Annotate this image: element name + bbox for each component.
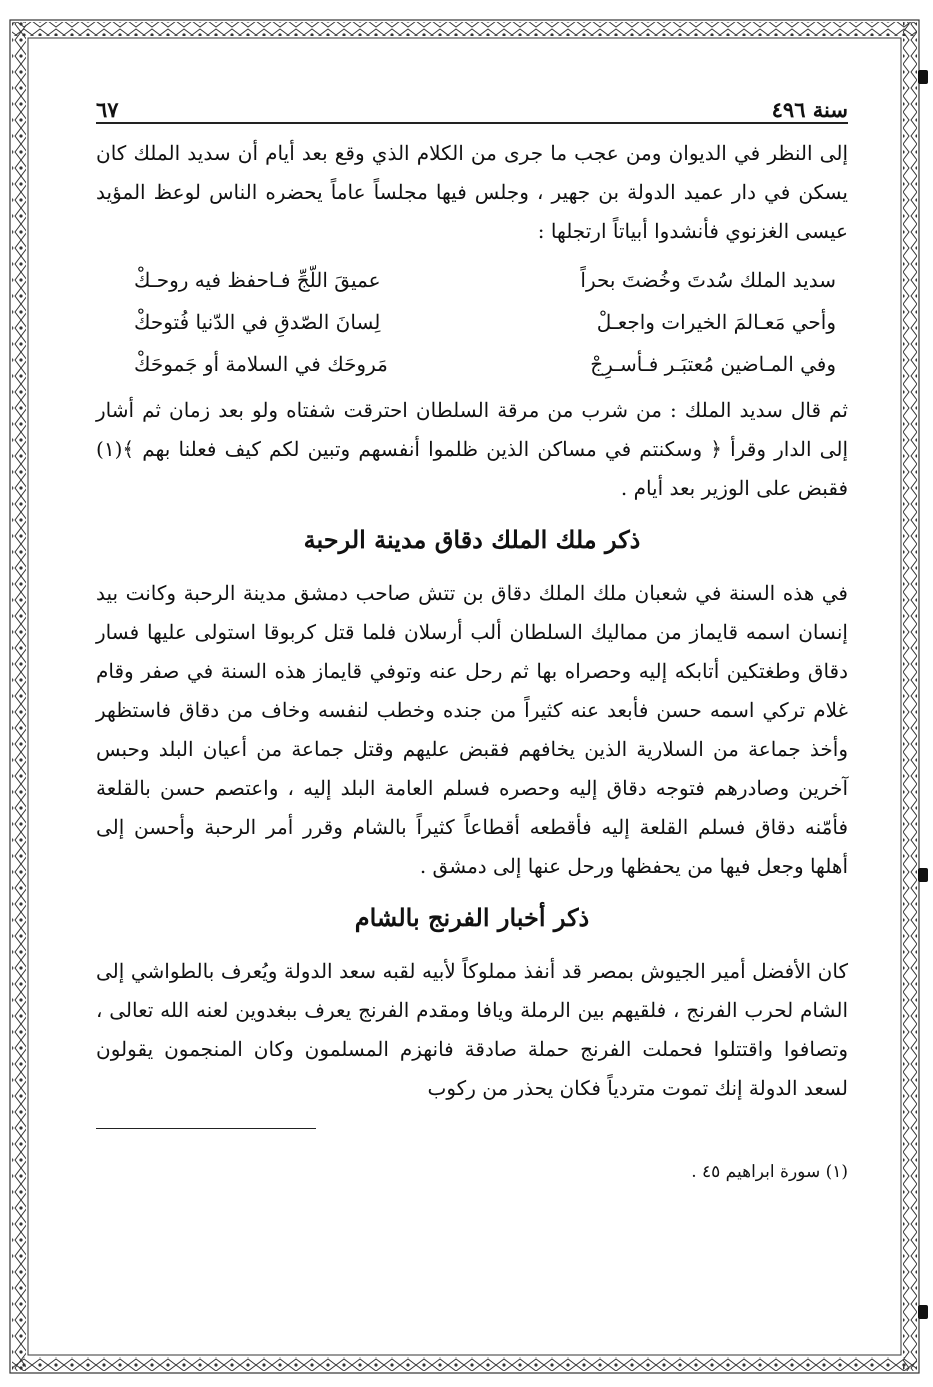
intro-paragraph: إلى النظر في الديوان ومن عجب ما جرى من الكلام الذي وقع بعد أيام أن سديد الملك كان يسكن في دار عميد الدولة بن جهير ، وجلس فيها مجلساً عاماً يحضره الناس لوعظ المؤيد عيسى الغزنوي فأنشدوا أبياتاً ارتجلها :	[96, 141, 849, 243]
footnote: (١) سورة ابراهيم ٤٥ .	[691, 1162, 848, 1182]
verse-second-hemistich: عميقَ اللّجِّ فـاحفظ فيه روحـكْ	[134, 268, 381, 292]
margin-mark	[918, 868, 928, 882]
poem-verse	[96, 259, 848, 301]
page-number: ٦٧	[96, 97, 119, 122]
margin-mark	[918, 70, 928, 84]
poem-verse	[96, 301, 848, 343]
verse-second-hemistich: لِسانَ الصّدقِ في الدّنيا فُتوحكْ	[134, 310, 381, 334]
verse-second-hemistich: مَروحَك في السلامة أو جَموحَكْ	[134, 352, 388, 376]
verse-first-hemistich: وأحي مَعـالمَ الخيرات واجعـلْ	[596, 310, 836, 334]
poem-verse	[96, 343, 848, 385]
after-poem-paragraph: ثم قال سديد الملك : من شرب من مرقة السلطان احترقت شفتاه ولو بعد زمان ثم أشار إلى الدار وقرأ ﴿ وسكنتم في مساكن الذين ظلموا أنفسهم وتبين لكم كيف فعلنا بهم ﴾(١) فقبض على الوزير بعد أيام .	[96, 398, 848, 500]
section-heading: ذكر ملك الملك دقاق مدينة الرحبة	[303, 525, 641, 554]
footnote-rule	[96, 1128, 316, 1129]
poem	[96, 259, 848, 385]
verse-first-hemistich: وفي المـاضين مُعتبَـر فـأسـرِجْ	[590, 352, 836, 376]
verse-first-hemistich: سديد الملك سُدتَ وخُضتَ بحراً	[580, 268, 836, 292]
section-paragraph: كان الأفضل أمير الجيوش بمصر قد أنفذ مملوكاً لأبيه لقبه سعد الدولة ويُعرف بالطواشي إلى الشام لحرب الفرنج ، فلقيهم بين الرملة ويافا ومقدم الفرنج يعرف ببغدوين لعنه الله تعالى ، وتصافوا واقتتلوا فحملت الفرنج حملة صادقة فانهزم المسلمون وكان المنجمون يقولون لسعد الدولة إنك تموت متردياً فكان يحذر من ركوب	[96, 959, 849, 1100]
running-header	[96, 88, 848, 124]
header-year: سنة ٤٩٦	[771, 97, 848, 122]
page-body	[96, 88, 848, 1187]
section-paragraph: في هذه السنة في شعبان ملك الملك دقاق بن تتش صاحب دمشق مدينة الرحبة وكانت بيد إنسان اسمه قايماز من مماليك السلطان ألب أرسلان فلما قتل كربوقا استولى عليها فسار دقاق وطغتكين أتابكه إليه وحصراه بها ثم رحل عنه وتوفي قايماز هذه السنة في صفر وقام غلام تركي اسمه حسن فأبعد عنه كثيراً من جنده وخطب لنفسه وخاف من دقاق فاستظهر وأخذ جماعة من السلارية الذين يخافهم فقبض عليهم وقتل جماعة من أعيان البلد وحبس آخرين وصادرهم فتوجه دقاق إليه وحصره فسلم العامة البلد إليه ، واعتصم حسن بالقلعة فأمّنه دقاق فسلم القلعة إليه فأقطعه أقطاعاً كثيراً بالشام وقرر أمر الرحبة وأحسن إلى أهلها وجعل فيها من يحفظها ورحل عنها إلى دمشق .	[96, 581, 848, 878]
section-heading: ذكر أخبار الفرنج بالشام	[354, 903, 590, 932]
margin-mark	[918, 1305, 928, 1319]
